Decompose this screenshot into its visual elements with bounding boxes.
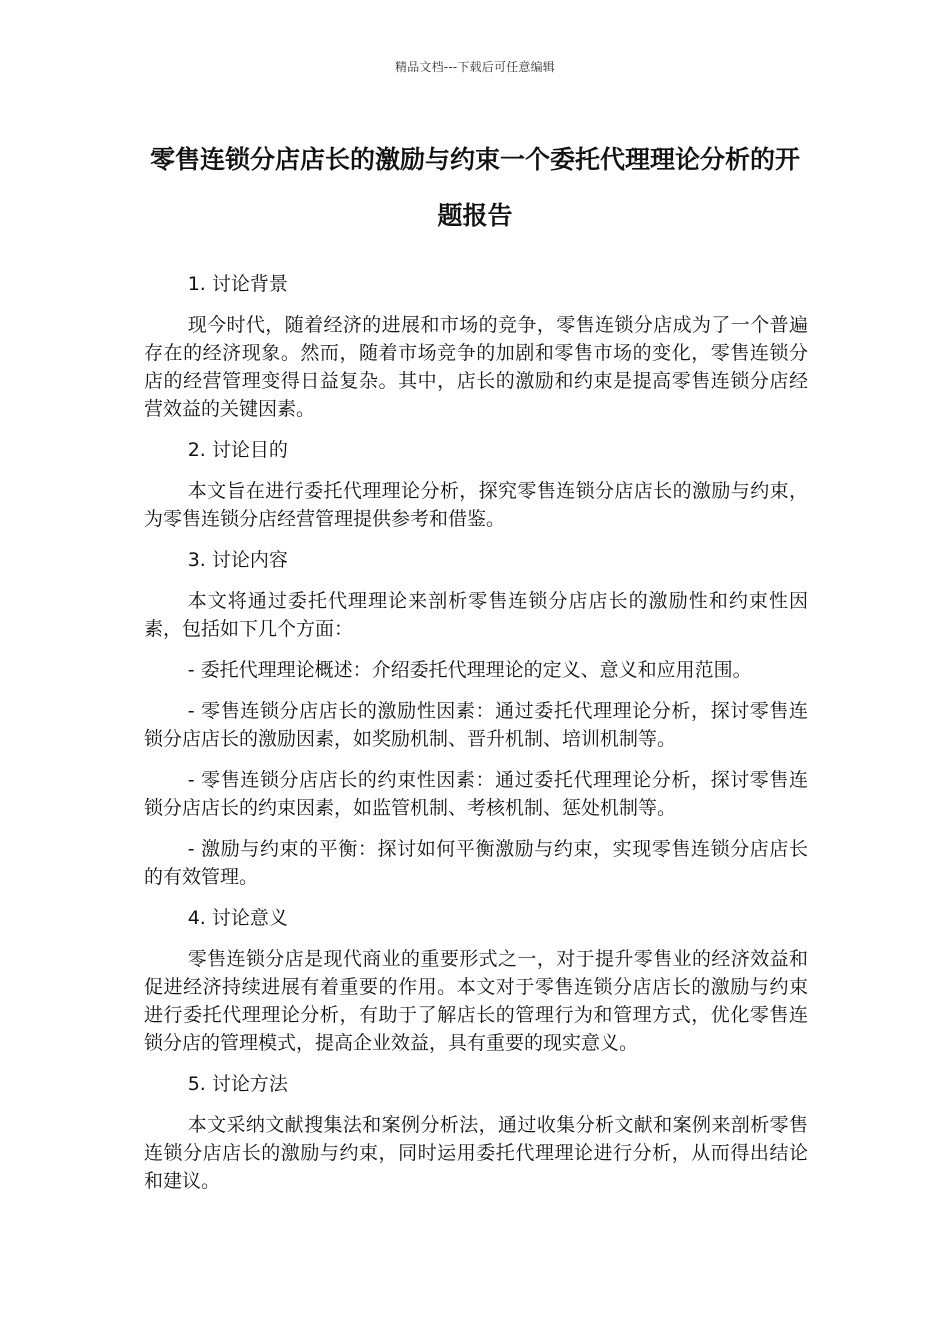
- paragraph-purpose: 本文旨在进行委托代理理论分析，探究零售连锁分店店长的激励与约束，为零售连锁分店经营管理提供参考和借鉴。: [144, 480, 808, 530]
- list-item-incentive-factors: - 零售连锁分店店长的激励性因素：通过委托代理理论分析，探讨零售连锁分店店长的激励因素，如奖励机制、晋升机制、培训机制等。: [144, 700, 808, 750]
- section-heading-significance: 4. 讨论意义: [187, 907, 288, 929]
- section-heading-content: 3. 讨论内容: [187, 549, 288, 571]
- header-note: 精品文档---下载后可任意编辑: [395, 60, 555, 74]
- section-heading-background: 1. 讨论背景: [187, 273, 288, 295]
- list-item-constraint-factors: - 零售连锁分店店长的约束性因素：通过委托代理理论分析，探讨零售连锁分店店长的约束因素，如监管机制、考核机制、惩处机制等。: [144, 769, 808, 819]
- paragraph-significance: 零售连锁分店是现代商业的重要形式之一，对于提升零售业的经济效益和促进经济持续进展有着重要的作用。本文对于零售连锁分店店长的激励与约束进行委托代理理论分析，有助于了解店长的管理行为和管理方式，优化零售连锁分店的管理模式，提高企业效益，具有重要的现实意义。: [144, 948, 808, 1054]
- list-item-balance: - 激励与约束的平衡：探讨如何平衡激励与约束，实现零售连锁分店店长的有效管理。: [144, 838, 808, 888]
- document-body: [144, 270, 808, 1195]
- paragraph-background: 现今时代，随着经济的进展和市场的竞争，零售连锁分店成为了一个普遍存在的经济现象。然而，随着市场竞争的加剧和零售市场的变化，零售连锁分店的经营管理变得日益复杂。其中，店长的激励和约束是提高零售连锁分店经营效益的关键因素。: [144, 314, 808, 420]
- document-title: 零售连锁分店店长的激励与约束一个委托代理理论分析的开题报告: [149, 145, 800, 230]
- paragraph-method: 本文采纳文献搜集法和案例分析法，通过收集分析文献和案例来剖析零售连锁分店店长的激励与约束，同时运用委托代理理论进行分析，从而得出结论和建议。: [144, 1114, 808, 1192]
- section-heading-purpose: 2. 讨论目的: [187, 439, 288, 461]
- list-item-theory-overview: - 委托代理理论概述：介绍委托代理理论的定义、意义和应用范围。: [187, 659, 752, 681]
- paragraph-content-intro: 本文将通过委托代理理论来剖析零售连锁分店店长的激励性和约束性因素，包括如下几个方面：: [144, 590, 808, 640]
- section-heading-method: 5. 讨论方法: [187, 1073, 288, 1095]
